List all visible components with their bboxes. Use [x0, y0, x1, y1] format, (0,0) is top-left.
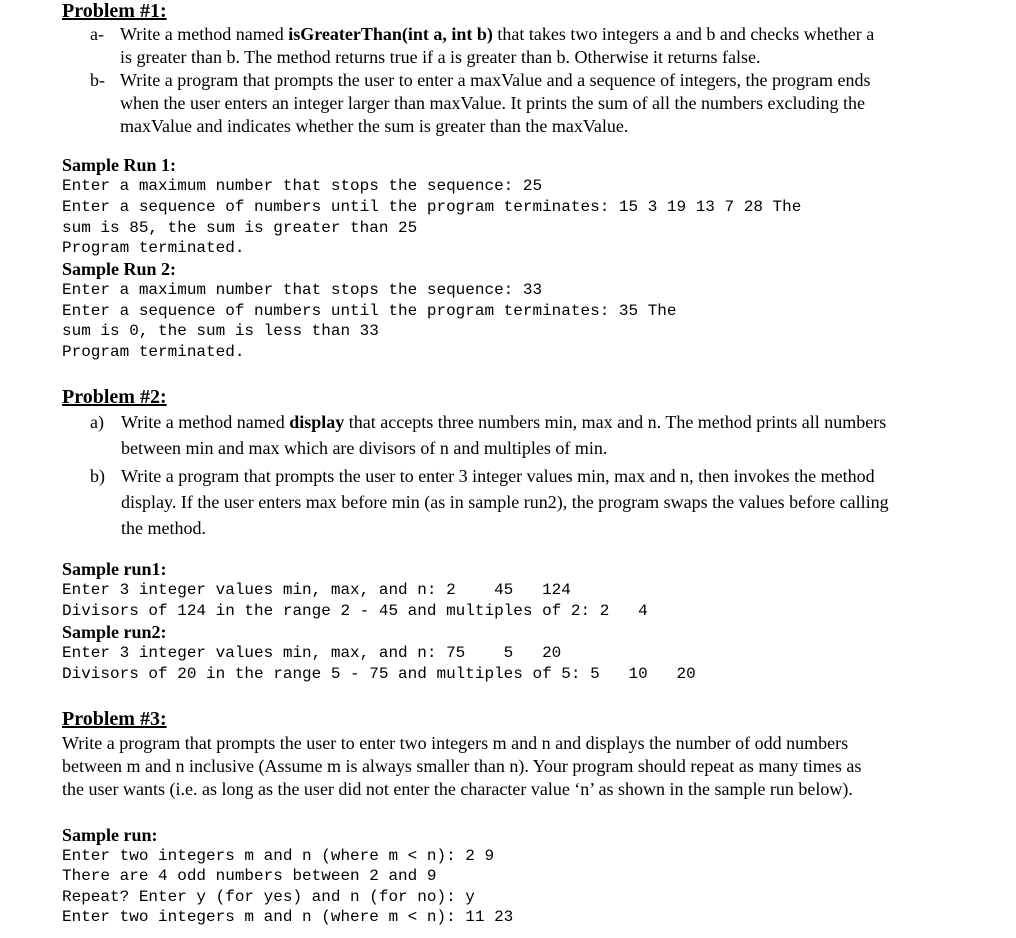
- problem-3-line-3: the user wants (i.e. as long as the user did not enter the character value ‘n’ as shown in the sample run below).: [62, 779, 853, 799]
- console-line: Divisors of 124 in the range 2 - 45 and multiples of 2: 2 4: [62, 602, 648, 620]
- console-line: sum is 0, the sum is less than 33: [62, 322, 379, 340]
- part-a-line-2: is greater than b. The method returns true if a is greater than b. Otherwise it returns false.: [120, 47, 761, 67]
- problem-3-heading: Problem #3:: [62, 708, 167, 730]
- console-line: Enter a sequence of numbers until the program terminates: 35 The: [62, 302, 677, 320]
- sample-run-label: Sample run:: [62, 825, 158, 845]
- part-b-line-3: maxValue and indicates whether the sum is greater than the maxValue.: [120, 116, 629, 136]
- part-b-line-2: when the user enters an integer larger than maxValue. It prints the sum of all the numbers excluding the: [120, 93, 865, 113]
- part-a-text-end: that takes two integers a and b and checks whether a: [492, 24, 875, 44]
- problem-3-line-2: between m and n inclusive (Assume m is always smaller than n). Your program should repeat as many times as: [62, 756, 862, 776]
- part-b-line-3: the method.: [121, 518, 206, 538]
- console-line: Program terminated.: [62, 343, 245, 361]
- sample-run-2-label: Sample run2:: [62, 622, 167, 642]
- console-line: Enter two integers m and n (where m < n): 2 9: [62, 847, 495, 865]
- sample-run-2-label: Sample Run 2:: [62, 259, 177, 279]
- sample-run-1-label: Sample run1:: [62, 559, 167, 579]
- problem-1-heading: Problem #1:: [62, 0, 167, 22]
- problem-3-line-1: Write a program that prompts the user to enter two integers m and n and displays the number of odd numbers: [62, 733, 849, 753]
- part-a-line-1: [121, 412, 886, 433]
- method-signature: isGreaterThan(int a, int b): [288, 24, 493, 44]
- console-line: Enter a maximum number that stops the sequence: 33: [62, 281, 543, 299]
- part-b-line-1: Write a program that prompts the user to enter a maxValue and a sequence of integers, the program ends: [120, 70, 871, 90]
- console-line: Enter a sequence of numbers until the program terminates: 15 3 19 13 7 28 The: [62, 198, 802, 216]
- console-line: Enter 3 integer values min, max, and n: 75 5 20: [62, 644, 562, 662]
- console-line: sum is 85, the sum is greater than 25: [62, 219, 418, 237]
- part-b-line-2: display. If the user enters max before min (as in sample run2), the program swaps the values before calling: [121, 492, 889, 512]
- method-name: display: [289, 412, 345, 432]
- problem-2-heading: Problem #2:: [62, 386, 167, 408]
- part-a-text: Write a method named: [120, 24, 289, 44]
- part-a-label: a): [90, 412, 104, 432]
- part-b-label: b): [90, 466, 105, 486]
- console-line: Program terminated.: [62, 239, 245, 257]
- sample-run-1-label: Sample Run 1:: [62, 155, 177, 175]
- part-a-text: Write a method named: [121, 412, 290, 432]
- console-line: Divisors of 20 in the range 5 - 75 and multiples of 5: 5 10 20: [62, 665, 696, 683]
- console-line: Enter 3 integer values min, max, and n: 2 45 124: [62, 581, 571, 599]
- part-a-label: a-: [90, 24, 104, 44]
- console-line: Enter two integers m and n (where m < n): 11 23: [62, 908, 514, 926]
- part-a-line-1: [120, 24, 874, 45]
- part-a-text-end: that accepts three numbers min, max and n. The method prints all numbers: [344, 412, 887, 432]
- console-line: Enter a maximum number that stops the sequence: 25: [62, 177, 543, 195]
- part-b-line-1: Write a program that prompts the user to enter 3 integer values min, max and n, then invokes the method: [121, 466, 875, 486]
- console-line: There are 4 odd numbers between 2 and 9: [62, 867, 437, 885]
- console-line: Repeat? Enter y (for yes) and n (for no): y: [62, 888, 475, 906]
- part-a-line-2: between min and max which are divisors of n and multiples of min.: [121, 438, 608, 458]
- part-b-label: b-: [90, 70, 105, 90]
